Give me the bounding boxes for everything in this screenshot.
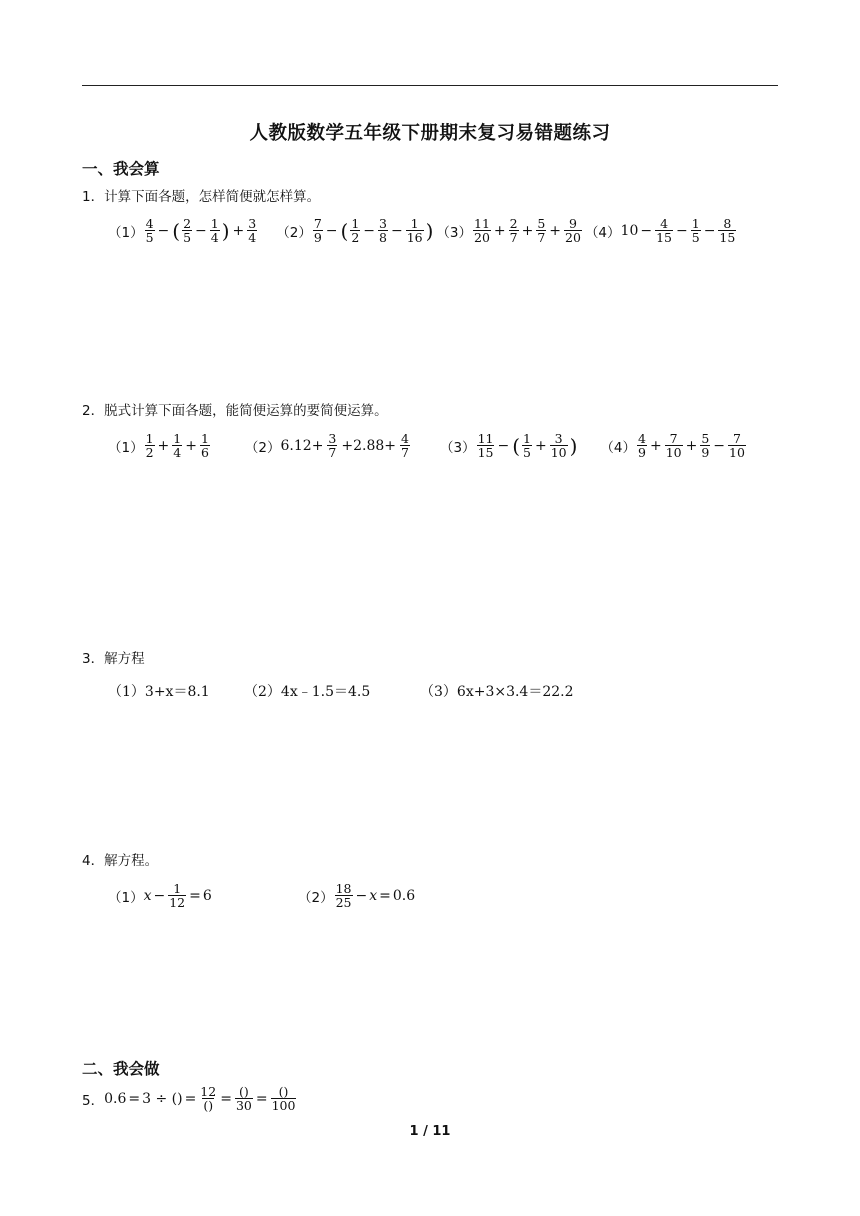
fraction: $\frac{3}{4}$ [248,216,257,245]
fraction: $\frac{5}{9}$ [701,431,710,460]
question-5: 5． 0.6 = 3 ÷ () = $\frac{12}{()}$ = $\frac{()}{30}$ = $\frac{()}{100}$ [82,1084,296,1113]
question-1-expressions [108,217,737,244]
q1-expr-2: （2） $\frac{7}{9}$ − ( $\frac{1}{2}$ − $\frac{3}{8}$ − $\frac{1}{16}$ ) [276,216,434,245]
q1-expr-4: （4） 10 − $\frac{4}{15}$ − $\frac{1}{5}$ − $\frac{8}{15}$ [584,216,736,245]
page-number: 1 / 11 [409,1124,451,1139]
question-2-stem: 2．脱式计算下面各题，能简便运算的要简便运算。 [82,403,388,419]
fraction: $\frac{1}{2}$ [351,216,360,245]
q3-item-2: （2）4x﹣1.5＝4.5 [244,684,371,700]
q1-label-2: （2） [276,224,312,241]
page-title: 人教版数学五年级下册期末复习易错题练习 [249,123,611,144]
fraction: $\frac{1}{2}$ [145,431,154,460]
q1-expr-3: （3） $\frac{11}{20}$ + $\frac{2}{7}$ + $\frac{5}{7}$ + $\frac{9}{20}$ [436,216,581,245]
fraction: $\frac{1}{16}$ [406,216,423,245]
fraction: $\frac{7}{9}$ [313,216,322,245]
fraction: $\frac{7}{10}$ [665,431,682,460]
q1-expr-1: （1） $\frac{4}{5}$ − ( $\frac{2}{5}$ − $\frac{1}{4}$ ) + $\frac{3}{4}$ [108,216,257,245]
q4-expr-1: （1） x − $\frac{1}{12}$ = 6 [108,881,212,910]
question-1-stem: 1．计算下面各题，怎样简便就怎样算。 [82,189,321,205]
fraction: $\frac{4}{15}$ [656,216,672,245]
fraction: $\frac{5}{7}$ [537,216,546,245]
fraction: $\frac{8}{15}$ [719,216,736,245]
section-heading-2: 二、我会做 [82,1060,160,1078]
section-heading-1: 一、我会算 [82,160,160,178]
q3-item-3: （3）6x+3×3.4＝22.2 [420,684,574,700]
fraction: $\frac{1}{5}$ [691,216,700,245]
q1-label-1: （1） [108,224,144,241]
fraction: $\frac{4}{7}$ [401,431,409,460]
question-4-stem: 4．解方程。 [82,853,159,869]
fraction: $\frac{1}{5}$ [523,431,531,460]
fraction: $\frac{9}{20}$ [565,216,581,245]
q2-expr-2: （2） 6.12+ $\frac{3}{7}$ +2.88+ $\frac{4}{7}$ [244,431,409,460]
fraction: $\frac{4}{5}$ [145,216,154,245]
fraction: $\frac{1}{4}$ [210,216,219,245]
q2-expr-4: （4） $\frac{4}{9}$ + $\frac{7}{10}$ + $\frac{5}{9}$ − $\frac{7}{10}$ [600,431,745,460]
q4-expr-2: （2） $\frac{18}{25}$ − x = 0.6 [298,881,416,910]
fraction: $\frac{1}{6}$ [200,431,209,460]
question-3-stem: 3．解方程 [82,651,145,667]
header-rule [82,85,778,86]
fraction: $\frac{3}{8}$ [379,216,387,245]
fraction: $\frac{4}{9}$ [638,431,646,460]
q2-expr-3: （3） $\frac{11}{15}$ − ( $\frac{1}{5}$ + $\frac{3}{10}$ ) [439,431,578,460]
fraction: $\frac{1}{4}$ [173,431,182,460]
fraction: $\frac{2}{5}$ [183,216,192,245]
question-2-expressions [108,432,747,459]
fraction: $\frac{()}{100}$ [271,1084,296,1113]
fraction: $\frac{3}{7}$ [328,431,337,460]
q1-label-4: （4） [584,224,621,241]
fraction: $\frac{7}{10}$ [729,431,745,460]
q2-expr-1: （1） $\frac{1}{2}$ + $\frac{1}{4}$ + $\frac{1}{6}$ [108,431,209,460]
fraction: $\frac{2}{7}$ [509,216,518,245]
q1-label-3: （3） [436,224,473,241]
fraction: $\frac{()}{30}$ [235,1084,252,1113]
fraction: $\frac{12}{()}$ [200,1084,217,1113]
fraction: $\frac{1}{12}$ [169,881,186,910]
fraction: $\frac{11}{15}$ [477,431,494,460]
fraction: $\frac{3}{10}$ [550,431,567,460]
fraction: $\frac{11}{20}$ [474,216,490,245]
q3-item-1: （1）3+x＝8.1 [108,684,210,700]
fraction: $\frac{18}{25}$ [335,881,352,910]
